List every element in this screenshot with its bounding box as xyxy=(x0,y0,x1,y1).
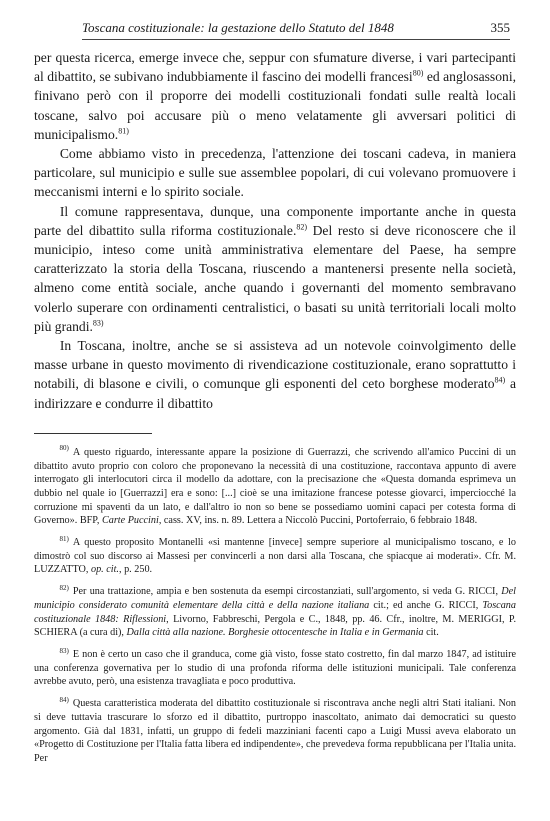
footnote-84: $^{84)}$ Questa caratteristica moderata del dibattito costituzionale si riscontrava anche negli altri Stati italiani. Non si deve tuttavia trascurare lo sforzo ed il dibattito, purtroppo inascoltato, animato dai democratici su questo argomento. Già dal 1831, infatti, un gruppo di fedeli mazziniani facenti capo a Luigi Mussi aveva elaborato un «Progetto di Costituzione per l'Italia fatta libera ed indipendente», che prevedeva forma repubblicana per l'Italia unita. Per xyxy=(34,695,516,764)
running-title: Toscana costituzionale: la gestazione dello Statuto del 1848 xyxy=(82,20,394,35)
main-text xyxy=(34,48,516,413)
footnote-separator xyxy=(34,433,152,434)
paragraph-3: Il comune rappresentava, dunque, una componente importante anche in questa parte del dibattito sulla riforma costituzionale.$^{82)}$ Del resto si deve riconoscere che il municipio, inteso come unità amministrativa elementare del Paese, ha sempre caratterizzato la storia della Toscana, riuscendo a mantenersi presente nella società, almeno come entità sociale, anche quando i governanti del momento sembravano volerlo superare con ordinamenti centralistici, o basati su unità territoriali locali molto più grandi.$^{83)}$ xyxy=(34,203,516,334)
footnote-ref-81[interactable]: 81) xyxy=(118,126,129,136)
paragraph-4: In Toscana, inoltre, anche se si assisteva ad un notevole coinvolgimento delle masse urbane in questo movimento di rivendicazione costituzionale, erano soprattutto i notabili, di blasone e civili, o comunque gli esponenti del ceto borghese moderato$^{84)}$ a indirizzare e condurre il dibattito xyxy=(34,338,516,411)
footnote-81: $^{81)}$ A questo proposito Montanelli «si mantenne [invece] sempre superiore al municipalismo toscano, e lo dimostrò col suo discorso ai Massesi per convincerli a non darsi alla Toscana, che spiacque ai moderati». Cfr. M. LUZZATTO, op. cit., p. 250. xyxy=(34,534,516,576)
footnote-mark: 82) xyxy=(59,583,69,592)
paragraph-1: per questa ricerca, emerge invece che, seppur con sfumature diverse, i vari partecipanti al dibattito, se subivano indubbiamente il fascino dei modelli francesi$^{80)}$ ed anglosassoni, finivano però con il proporre dei modelli costituzionali fondati sulle realtà locali toscane, salvo poi accusare più o meno velatamente gli avversari politici di municipalismo.$^{81)}$ xyxy=(34,50,516,142)
footnote-ref-80[interactable]: 80) xyxy=(412,68,424,78)
footnote-mark: 83) xyxy=(59,646,69,655)
footnote-mark: 84) xyxy=(59,695,69,704)
footnote-82: $^{82)}$ Per una trattazione, ampia e ben sostenuta da esempi circostanziati, sull'argomento, si veda G. RICCI, Del municipio considerato comunità elementare della città e della nazione italiana cit.; ed anche G. RICCI, Toscana costituzionale 1848: Riflessioni, Livorno, Fabbreschi, Pergola e C., 1848, pp. 46. Cfr., inoltre, M. MERIGGI, P. SCHIERA (a cura di), Dalla città alla nazione. Borghesie ottocentesche in Italia e in Germania cit. xyxy=(34,583,517,639)
page-number: 355 xyxy=(490,20,510,35)
footnote-80: $^{80)}$ A questo riguardo, interessante appare la posizione di Guerrazzi, che scrivendo all'amico Puccini di un dibattito avuto proprio con coloro che proponevano la necessità di una costituzione, raccontava appunto di avere interrogato gli interlocutori circa il modello da adottare, con la precisazione che «Questa domanda esprimeva un dubbio nel quale io [Guerrazzi] era e sono: [...] cioè se una imitazione francese potesse giovarci, imperciocché la corruzione mi spaventi da un lato, e dall'altro io non so bene se possediamo uomini capaci per cotesta forma di Governo». BFP, Carte Puccini, cass. XV, ins. n. 89. Lettera a Niccolò Puccini, Portoferraio, 6 febbraio 1848. xyxy=(34,444,516,527)
footnote-ref-82[interactable]: 82) xyxy=(296,222,308,232)
footnote-mark: 80) xyxy=(59,444,69,453)
footnote-mark: 81) xyxy=(59,534,69,543)
paragraph-2: Come abbiamo visto in precedenza, l'attenzione dei toscani cadeva, in maniera particolare, sul municipio e sulle sue assemblee popolari, di cui volevano promuovere i meccanismi interni e lo spirito sociale. xyxy=(34,146,516,200)
footnote-ref-84[interactable]: 84) xyxy=(494,375,506,385)
footnote-ref-83[interactable]: 83) xyxy=(92,318,104,328)
running-header xyxy=(82,20,510,40)
footnote-83: $^{83)}$ E non è certo un caso che il granduca, come già visto, fosse stato costretto, fin dal marzo 1847, ad istituire una conferenza governativa per lo studio di una profonda riforma delle istituzioni municipali. Tale conferenza avrebbe avuto, però, una esistenza travagliata e poco produttiva. xyxy=(34,646,516,688)
footnotes xyxy=(34,446,516,766)
